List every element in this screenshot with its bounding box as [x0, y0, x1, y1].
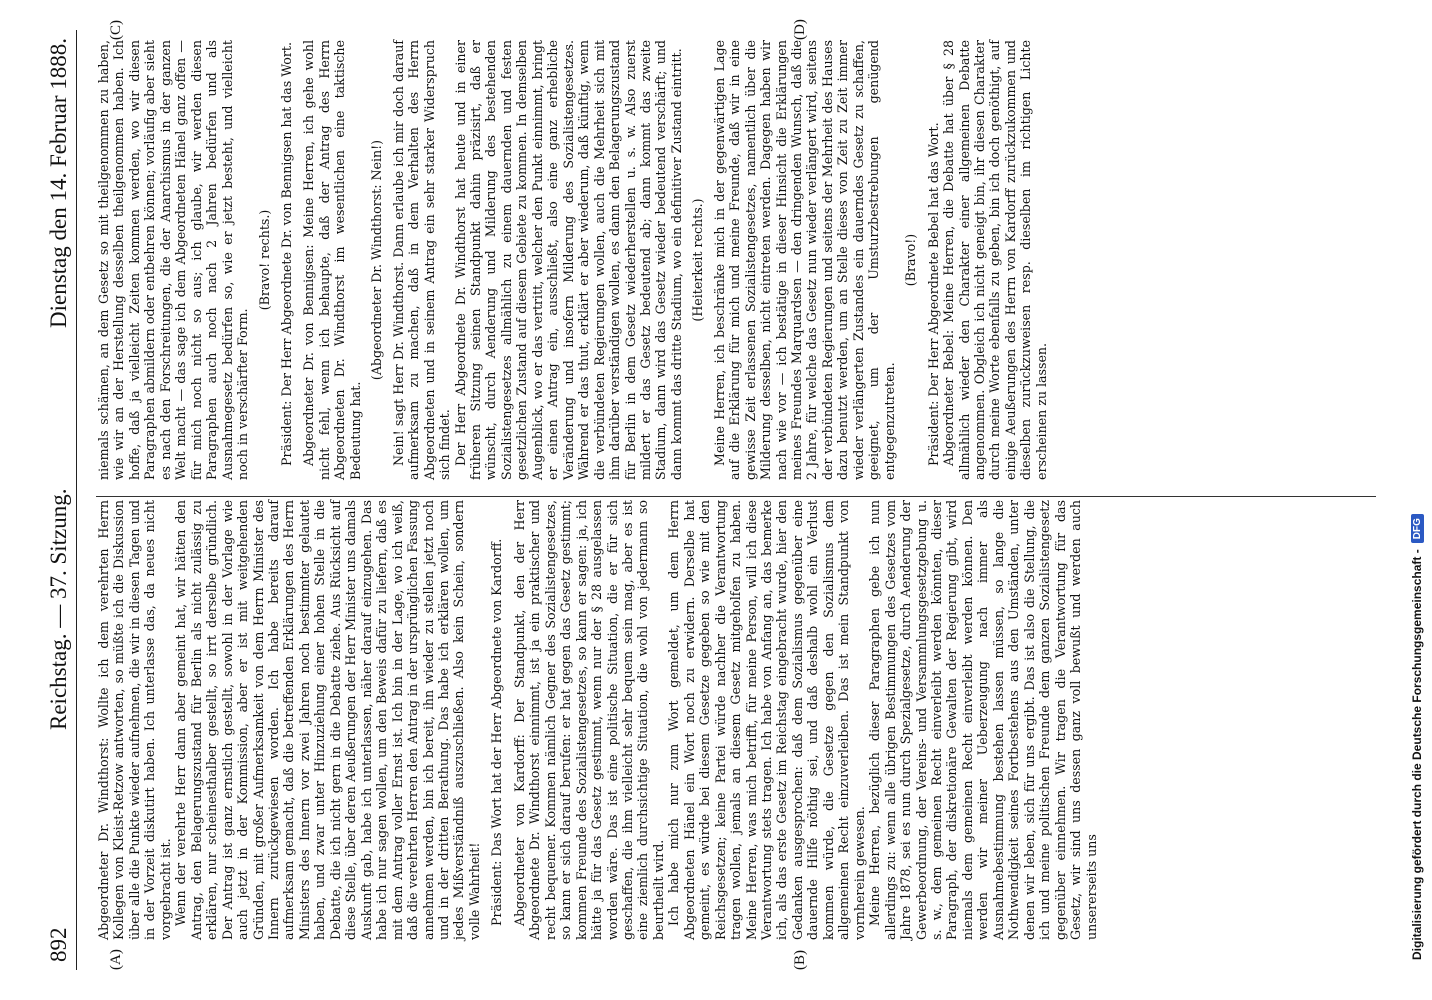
left-column [96, 500, 1099, 940]
session-title: Reichstag. — 37. Sitzung. [46, 488, 71, 730]
session-date: Dienstag den 14. Februar 1888. [46, 38, 71, 328]
margin-mark-a: (A) [108, 949, 124, 970]
right-column [96, 40, 1049, 480]
digitization-credit [1410, 514, 1424, 960]
paragraph: Wenn der verehrte Herr dann aber gemeint hat, wir hätten den Antrag, den Belagerungszustand für Berlin als nicht zulässig zu erklären, nur scheinesthalber gestellt, so irrt derselbe gründlich. Der Antrag ist ganz ernstlich gestellt, sowohl in der Vorlage wie auch jetzt in der Kommission, aber er ist mit weitgehenden Gründen, mit großer Aufmerksamkeit von dem Herrn Minister des Innern zurückgewiesen worden. Ich habe bereits darauf aufmerksam gemacht, daß die betreffenden Erklärungen des Herrn Ministers des Innern vor zwei Jahren noch bestimmter gelautet haben, und zwar unter Hinzuziehung einer hohen Stelle in die Debatte, die ich nicht gern in die Debatte ziehe. Aus Rücksicht auf diese Stelle, über deren Aeußerungen der Herr Minister uns damals Auskunft gab, habe ich unterlassen, näher darauf einzugehen. Das habe ich nur sagen wollen, um den Beweis dafür zu liefern, daß es mit dem Antrag voller Ernst ist. Ich bin in der Lage, wo ich weiß, daß die verehrten Herren den Antrag in der ursprünglichen Fassung annehmen werden, bin ich bereit, ihn wieder zu stellen jetzt noch und in der dritten Berathung. Das habe ich erklären wollen, um jedes Mißverständniß auszuschließen. Also kein Schein, sondern volle Wahrheit! [173, 500, 482, 940]
paragraph: Abgeordneter Bebel: Meine Herren, die Debatte hat über § 28 allmählich wieder den Charakter einer allgemeinen Debatte angenommen. Obgleich ich nicht geneigt bin, ihr diesen Charakter durch meine Worte ebenfalls zu geben, bin ich doch genöthigt, auf einige Aeußerungen des Herrn von Kardorff zurückzukommen und dieselben zurückzuweisen resp. dieselben im richtigen Lichte erscheinen zu lassen. [941, 40, 1049, 480]
paragraph: Nein! sagt Herr Dr. Windthorst. Dann erlaube ich mir doch darauf aufmerksam zu machen, daß in dem Verhalten des Herrn Abgeordneten und in seinem Antrag ein sehr starker Widerspruch sich findet. [390, 40, 453, 480]
dfg-logo: DFG [1411, 514, 1424, 543]
paragraph: Meine Herren, bezüglich dieser Paragraphen gebe ich nun allerdings zu: wenn alle übrigen Bestimmungen des Gesetzes vom Jahre 1878, sei es nun durch Spezialgesetze, durch Aenderung der Gewerbeordnung, der Vereins- und Versammlungsgesetzgebung u. s. w., dem gemeinen Recht einverleibt werden könnten, dieser Paragraph, der diskretionäre Gewalten der Regierung gibt, wird niemals dem gemeinen Recht einverleibt werden können. Den werden wir meiner Ueberzeugung nach immer als Ausnahmebestimmung bestehen lassen müssen, so lange die Nothwendigkeit seines Fortbestehens aus den Umständen, unter denen wir leben, sich für uns ergibt. Das ist also die Stellung, die ich und meine politischen Freunde dem ganzen Sozialistengesetz gegenüber einnehmen. Wir tragen die Verantwortung für das Gesetz, wir sind uns dessen ganz voll bewußt und werden auch unsererseits uns [867, 500, 1099, 940]
rotated-page-content [12, 0, 1412, 1000]
credit-text: Digitalisierung gefördert durch die Deutsche Forschungsgemeinschaft - [1410, 549, 1424, 960]
interjection: (Bravo!) [903, 233, 919, 287]
interjection: (Heiterkeit rechts.) [690, 198, 706, 322]
paragraph: Der Herr Abgeordnete Dr. Windthorst hat heute und in einer früheren Sitzung seinen Standpunkt dahin präzisirt, daß er wünscht, durch Aenderung und Milderung des bestehenden Sozialistengesetzes allmählich zu einem dauernden und festen gesetzlichen Zustand auf diesem Gebiete zu kommen. In demselben Augenblick, wo er das vertritt, welcher den Punkt einnimmt, bringt er einen Antrag ein, ausschließt, also eine ganz erhebliche Veränderung und insofern Milderung des Sozialistengesetzes. Während er das thut, erklärt er aber wiederum, daß künftig, wenn die verbündeten Regierungen wollen, auch die Mehrheit sich mit ihm darüber verständigen wollen, es dann den Belagerungszustand für Berlin in dem Gesetz wiederherstellen u. s. w. Also zuerst mildert er das Gesetz bedeutend ab; dann kommt das zweite Stadium, dann wird das Gesetz wieder bedeutend verschärft; und dann kommt das dritte Stadium, wo ein definitiver Zustand eintritt. [452, 40, 684, 480]
paragraph: Ich habe mich nur zum Wort gemeldet, um dem Herrn Abgeordneten Hänel ein Wort noch zu erwidern. Derselbe hat gemeint, es würde bei diesem Gesetze gegeben so wie mit den Reichsgesetzen; keine Partei würde nachher die Verantwortung tragen wollen, jemals an diesem Gesetz mitgeholfen zu haben. Meine Herren, was mich betrifft, für meine Person, will ich diese Verantwortung stets tragen. Ich habe von Anfang an, das bemerke ich, als das erste Gesetz im Reichstag eingebracht wurde, hier den Gedanken ausgesprochen: daß dem Sozialismus gegenüber eine dauernde Hilfe nöthig sei, und daß deshalb wohl ein Verlust kommen würde, die Gesetze gegen den Sozialismus dem allgemeinen Recht einzuverleiben. Das ist mein Standpunkt von vornherein gewesen. [666, 500, 867, 940]
paragraph: Präsident: Der Herr Abgeordnete Bebel hat das Wort. [925, 122, 941, 466]
paragraph: Meine Herren, ich beschränke mich in der gegenwärtigen Lage auf die Erklärung für mich und meine Freunde, daß wir in eine gewisse Zeit erlassenen Sozialistengesetzes, namentlich über die Milderung desselben, nicht eintreten werden. Dagegen haben wir nach wie vor — ich bestätige in dieser Hinsicht die Erklärungen meines Freundes Marquardsen — den dringenden Wunsch, daß die 2 Jahre, für welche das Gesetz nun wieder verlängert wird, seitens der verbündeten Regierungen und seitens der Mehrheit des Hauses dazu benutzt werden, um an Stelle dieses von Zeit zu Zeit immer wieder verlängerten Zustandes ein dauerndes Gesetz zu schaffen, geeignet, um der Umsturzbestrebungen genügend entgegenzutreten. [711, 40, 897, 480]
paragraph: Abgeordneter von Kardorff: Der Standpunkt, den der Herr Abgeordnete Dr. Windthorst einnimmt, ist ja ein praktischer und recht bequemer. Kommen nämlich Gegner des Sozialistengesetzes, so kann er sich darauf berufen: er hat gegen das Gesetz gestimmt; kommen Freunde des Sozialistengesetzes, so kann er sagen: ja, ich hätte ja für das Gesetz gestimmt, wenn nur der § 28 ausgelassen worden wäre. Das ist eine politische Situation, die er für sich geschaffen, die ihm vielleicht sehr bequem sein mag, aber es ist eine ziemlich durchsichtige Situation, die wohl von jedermann so beurtheilt wird. [511, 500, 666, 940]
column-divider [96, 496, 1376, 497]
running-header [42, 30, 77, 970]
interjection: (Bravo! rechts.) [256, 209, 272, 311]
margin-mark-c: (C) [108, 20, 124, 40]
margin-mark-d: (D) [792, 19, 808, 40]
paragraph: Abgeordneter Dr. von Bennigsen: Meine Herren, ich gehe wohl nicht fehl, wenn ich behaupte, daß der Antrag des Herrn Abgeordneten Dr. Windthorst im wesentlichen eine taktische Bedeutung hat. [301, 40, 363, 480]
paragraph: Präsident: Das Wort hat der Herr Abgeordnete von Kardorff. [489, 538, 505, 926]
interjection: (Abgeordneter Dr. Windthorst: Nein!) [369, 139, 385, 381]
margin-mark-b: (B) [792, 950, 808, 970]
paragraph: Abgeordneter Dr. Windthorst: Wollte ich dem verehrten Herrn Kollegen von Kleist-Retzow antworten, so müßte ich die Diskussion über alle die Punkte wieder aufnehmen, die wir in diesen Tagen und in der Vorzeit diskutirt haben. Ich unterlasse das, da neues nicht vorgebracht ist. [96, 500, 173, 940]
page-number: 892 [46, 927, 71, 962]
paragraph: niemals schämen, an dem Gesetz so mit theilgenommen zu haben, wie wir an der Herstellung desselben theilgenommen haben. Ich hoffe, daß ja vielleicht Zeiten kommen werden, wo wir diesen Paragraphen abmildern oder entbehren können; vorläufig aber sieht es nach den Forschreitungen, die der Anarchismus in der ganzen Welt macht — das sage ich dem Abgeordneten Hänel ganz offen — für mich noch nicht so aus; ich glaube, wir werden diesen Paragraphen auch noch nach 2 Jahren bedürfen und als Ausnahmegesetz bedürfen so, wie er jetzt besteht, und vielleicht noch in verschärfter Form. [96, 40, 251, 480]
paragraph: Präsident: Der Herr Abgeordnete Dr. von Bennigsen hat das Wort. [278, 42, 294, 466]
